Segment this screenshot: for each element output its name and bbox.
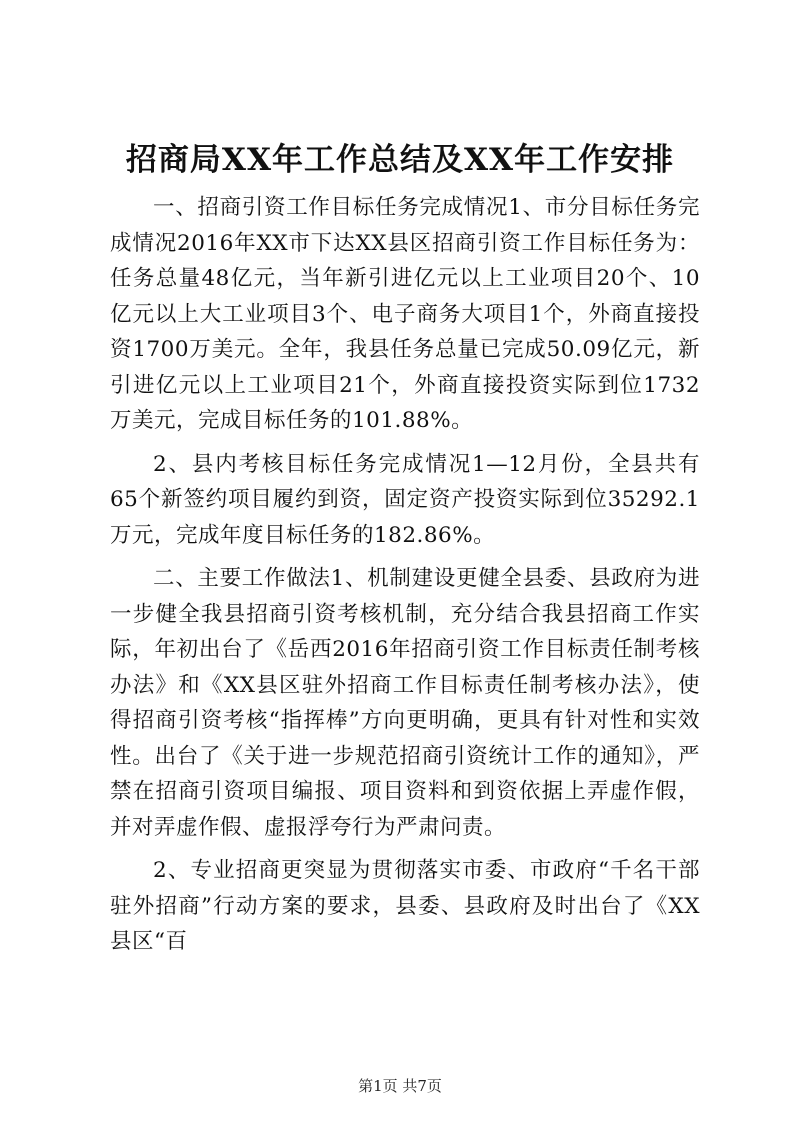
paragraph: 2、县内考核目标任务完成情况1—12月份，全县共有65个新签约项目履约到资，固定资产投资实际到位35292.1万元，完成年度目标任务的182.86%。 bbox=[110, 451, 700, 548]
paragraph: 二、主要工作做法1、机制建设更健全县委、县政府为进一步健全我县招商引资考核机制，充分结合我县招商工作实际，年初出台了《岳西2016年招商引资工作目标责任制考核办法》和《XX县区驻外招商工作目标责任制考核办法》，使得招商引资考核“指挥棒”方向更明确，更具有针对性和实效性。出台了《关于进一步规范招商引资统计工作的通知》，严禁在招商引资项目编报、项目资料和到资依据上弄虚作假，并对弄虚作假、虚报浮夸行为严肃问责。 bbox=[110, 566, 700, 840]
document-body bbox=[110, 190, 700, 968]
page-number-footer: 第1页 共7页 bbox=[358, 1077, 442, 1095]
document-title: 招商局XX年工作总结及XX年工作安排 bbox=[125, 142, 675, 178]
paragraph: 一、招商引资工作目标任务完成情况1、市分目标任务完成情况2016年XX市下达XX县区招商引资工作目标任务为：任务总量48亿元，当年新引进亿元以上工业项目20个、10亿元以上大工业项目3个、电子商务大项目1个，外商直接投资1700万美元。全年，我县任务总量已完成50.09亿元，新引进亿元以上工业项目21个，外商直接投资实际到位1732万美元，完成目标任务的101.88%。 bbox=[110, 195, 700, 433]
paragraph: 2、专业招商更突显为贯彻落实市委、市政府“千名干部驻外招商”行动方案的要求，县委、县政府及时出台了《XX县区“百 bbox=[110, 858, 700, 954]
